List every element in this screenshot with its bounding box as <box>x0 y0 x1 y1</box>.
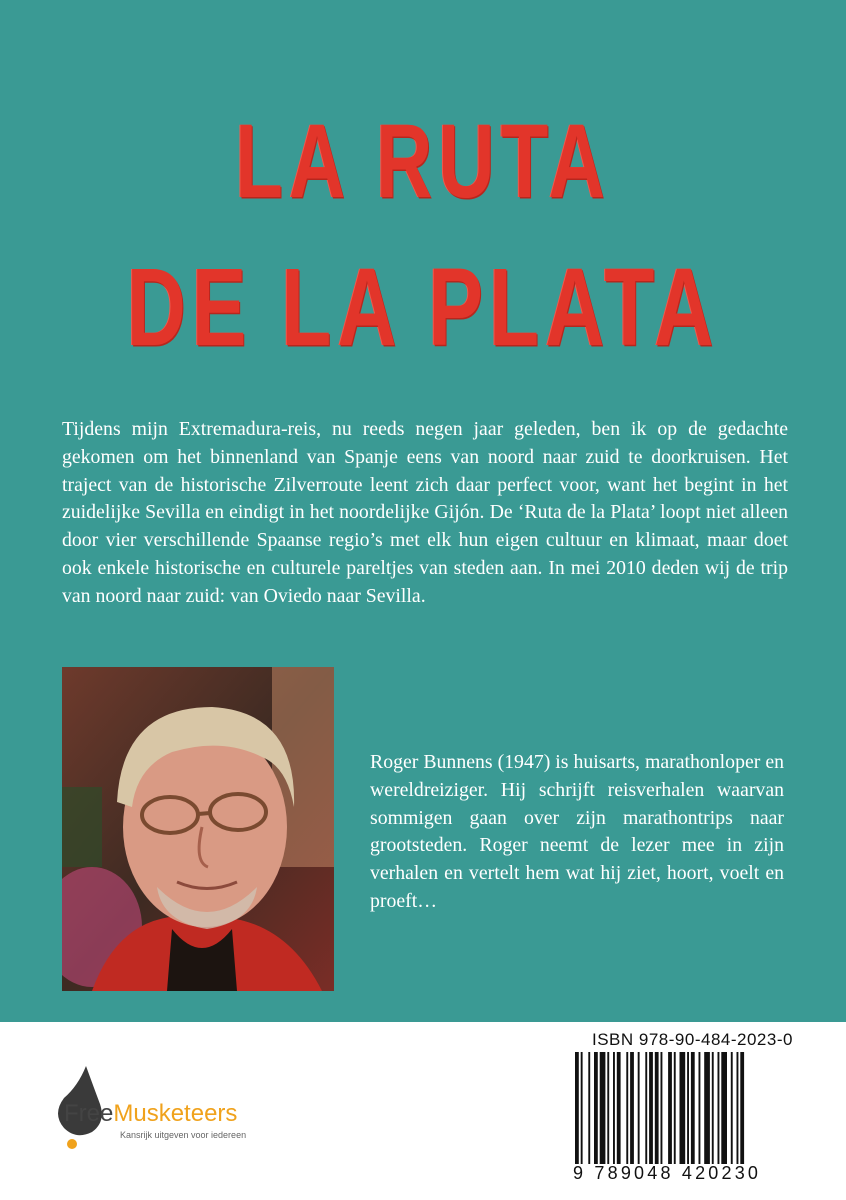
barcode-bar <box>680 1052 686 1164</box>
barcode-bar <box>588 1052 590 1164</box>
barcode-bar <box>731 1052 733 1164</box>
barcode-bar <box>661 1052 663 1164</box>
book-blurb: Tijdens mijn Extremadura-reis, nu reeds negen jaar geleden, ben ik op de gedachte gekomen om het binnenland van Spanje eens van noord naar zuid te doorkruisen. Het traject van de historische Zilverroute leent zich daar perfect voor, want het begint in het zuidelijke Sevilla en eindigt in het noordelijke Gijón. De ‘Ruta de la Plata’ loopt niet alleen door vier verschillende Spaanse regio’s met elk hun eigen cultuur en klimaat, maar doet ook enkele historische en culturele pareltjes van steden aan. In mei 2010 deden wij de trip van noord naar zuid: van Oviedo naar Sevilla. <box>62 418 788 607</box>
barcode-bar <box>721 1052 727 1164</box>
isbn-label: ISBN 978-90-484-2023-0 <box>592 1030 793 1049</box>
barcode-bar <box>740 1052 744 1164</box>
barcode-bar <box>691 1052 695 1164</box>
barcode-bar <box>617 1052 621 1164</box>
barcode-bar <box>704 1052 710 1164</box>
publisher-name-free: Free <box>64 1100 114 1127</box>
barcode-bar <box>718 1052 720 1164</box>
publisher-name-musketeers: Musketeers <box>113 1100 238 1127</box>
barcode-bar <box>712 1052 714 1164</box>
author-bio: Roger Bunnens (1947) is huisarts, marathonloper en wereldreiziger. Hij schrijft reisverhalen waarvan sommigen gaan over zijn marathontrips naar grootsteden. Roger neemt de lezer mee in zijn verhalen en vertelt hem wat hij ziet, hoort, voelt en proeft… <box>370 751 784 912</box>
barcode-bar <box>600 1052 606 1164</box>
publisher-tagline: Kansrijk uitgeven voor iedereen <box>120 1130 247 1140</box>
barcode <box>573 1052 793 1164</box>
barcode-bar <box>638 1052 640 1164</box>
barcode-bar <box>613 1052 615 1164</box>
barcode-bar <box>581 1052 583 1164</box>
barcode-bar <box>594 1052 598 1164</box>
title-line-1: LA RUTA <box>235 101 611 221</box>
barcode-bar <box>575 1052 579 1164</box>
barcode-bar <box>626 1052 628 1164</box>
author-portrait-icon <box>62 667 334 991</box>
barcode-bar <box>645 1052 647 1164</box>
barcode-bar <box>668 1052 672 1164</box>
barcode-bar <box>655 1052 659 1164</box>
title-line-2: DE LA PLATA <box>126 246 720 370</box>
barcode-bar <box>649 1052 653 1164</box>
publisher-name <box>64 1100 237 1128</box>
barcode-digits: 9 789048 420230 <box>573 1163 762 1183</box>
barcode-bar <box>687 1052 689 1164</box>
barcode-bar <box>699 1052 701 1164</box>
barcode-bar <box>607 1052 609 1164</box>
barcode-bar <box>674 1052 676 1164</box>
barcode-bar <box>630 1052 634 1164</box>
barcode-bar <box>737 1052 739 1164</box>
author-photo <box>62 667 334 991</box>
